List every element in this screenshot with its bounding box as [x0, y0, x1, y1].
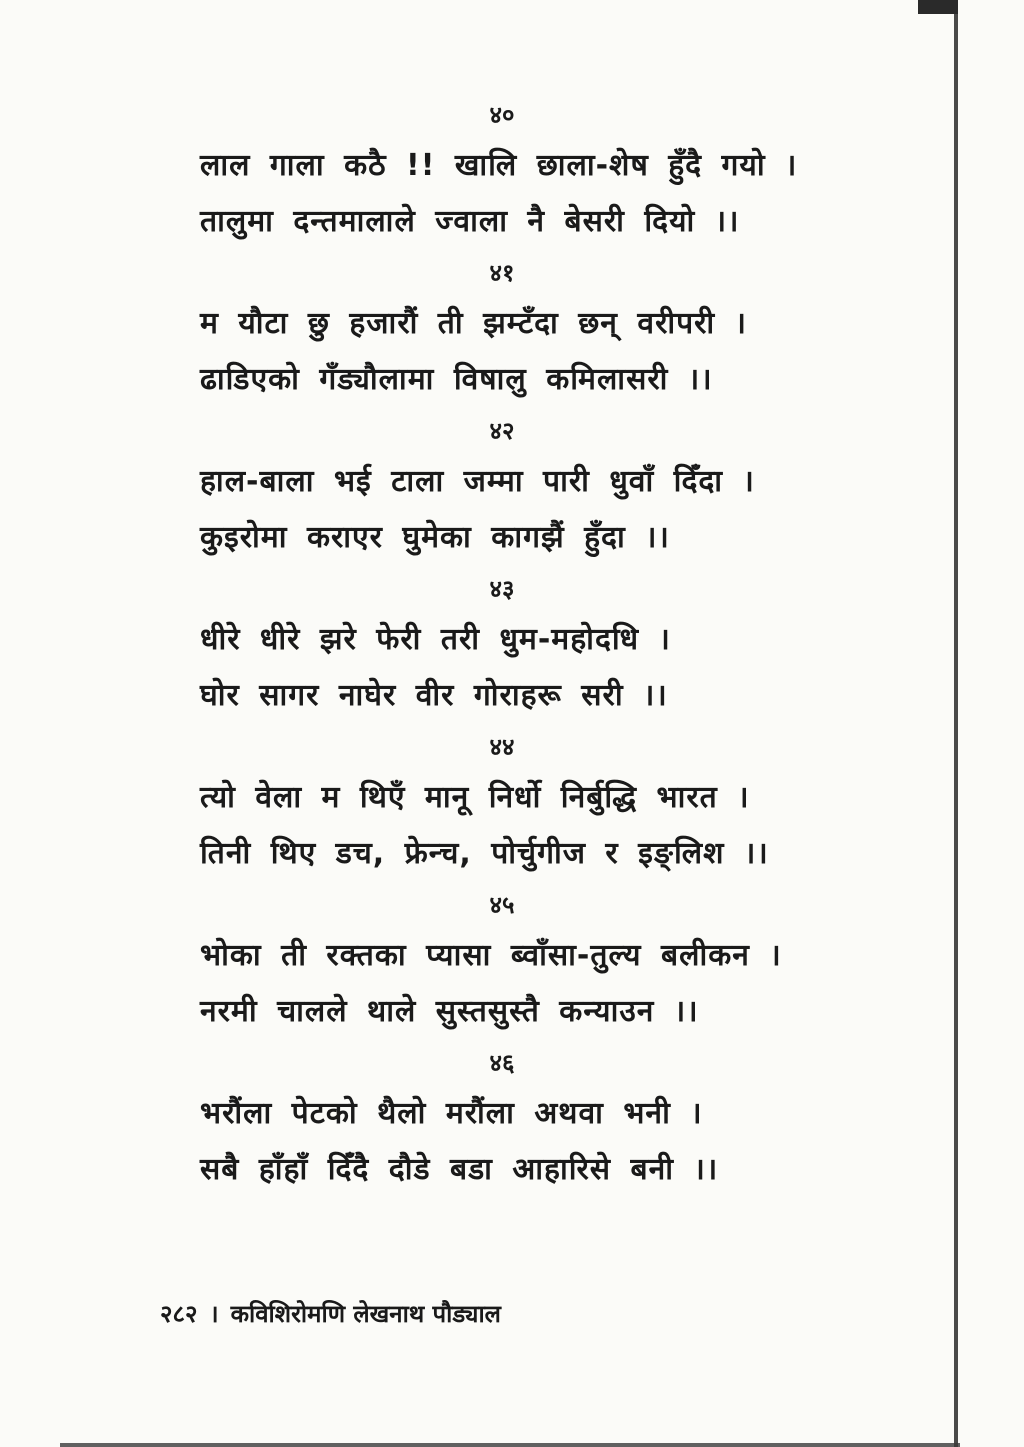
verse-line: भोका ती रक्तका प्यासा ब्वाँसा-तुल्य बलीकन ।: [200, 938, 782, 973]
verse-line: ढाडिएको गँड्यौलामा विषालु कमिलासरी ।।: [200, 362, 713, 397]
stanza-number: ४१: [489, 259, 515, 287]
stanza: [200, 92, 798, 250]
verse-line: हाल-बाला भई टाला जम्मा पारी धुवाँ दिँदा ।: [200, 464, 755, 499]
verse-line: नरमी चालले थाले सुस्तसुस्तै कन्याउन ।।: [200, 994, 699, 1029]
page-edge-shadow: [954, 0, 958, 1447]
verse-line: तालुमा दन्तमालाले ज्वाला नै बेसरी दियो ।।: [200, 204, 740, 239]
verse-line: तिनी थिए डच, फ्रेन्च, पोर्चुगीज र इङ्लिश ।।: [200, 836, 769, 871]
stanza: [200, 566, 780, 724]
verse-line: घोर सागर नाघेर वीर गोराहरू सरी ।।: [200, 678, 668, 713]
footer-separator: ।: [209, 1300, 219, 1328]
stanza-number: ४२: [489, 417, 515, 445]
verse-line: धीरे धीरे झरे फेरी तरी धुम-महोदधि ।: [200, 622, 671, 657]
stanza: [200, 250, 780, 408]
stanza-number: ४३: [489, 575, 515, 603]
verse-line: लाल गाला कठै !! खालि छाला-शेष हुँदै गयो ।: [200, 148, 798, 183]
stanza: [200, 408, 780, 566]
book-title: कविशिरोमणि लेखनाथ पौड्याल: [230, 1300, 501, 1328]
page-number: २८२: [160, 1300, 198, 1328]
verse-line: त्यो वेला म थिएँ मानू निर्धो निर्बुद्धि भारत ।: [200, 780, 750, 815]
stanza: [200, 882, 780, 1040]
verse-line: कुइरोमा कराएर घुमेका कागझैं हुँदा ।।: [200, 520, 670, 555]
stanza-number: ४६: [489, 1049, 515, 1077]
page-bottom-edge: [60, 1443, 960, 1447]
page-footer: [160, 1294, 501, 1334]
stanza-number: ४५: [489, 891, 515, 919]
stanza-number: ४०: [489, 101, 515, 129]
verse-line: सबै हाँहाँ दिँदै दौडे बडा आहारिसे बनी ।।: [200, 1152, 719, 1187]
stanza: [200, 724, 780, 882]
page-corner-shadow: [918, 0, 958, 14]
poem-body: [200, 92, 798, 1198]
stanza-number: ४४: [489, 733, 515, 761]
verse-line: म यौटा छु हजारौं ती झम्टँदा छन् वरीपरी ।: [200, 306, 748, 341]
verse-line: भरौंला पेटको थैलो मरौंला अथवा भनी ।: [200, 1096, 703, 1131]
stanza: [200, 1040, 780, 1198]
